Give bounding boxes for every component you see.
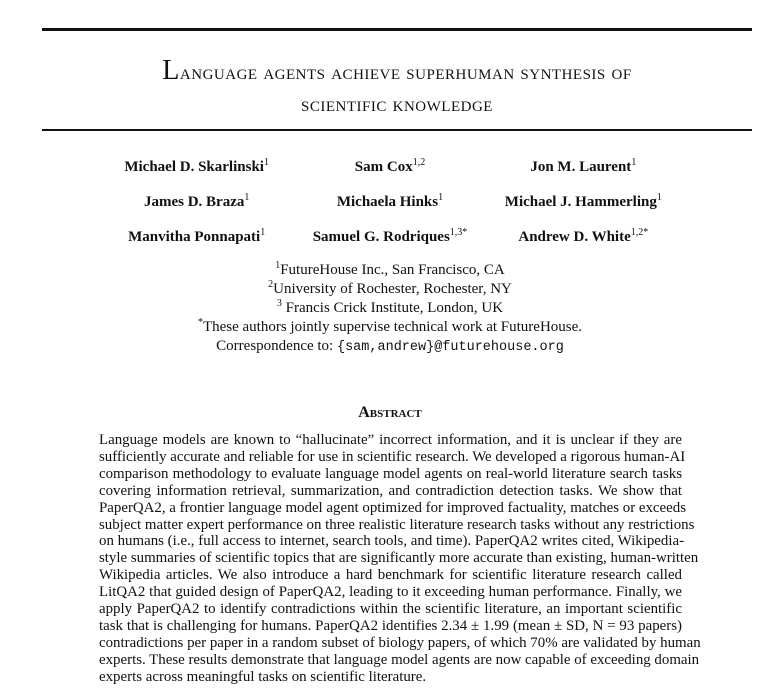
title-line-1: anguage agents achieve superhuman synthesis of [179, 60, 632, 84]
author [293, 159, 486, 176]
author-name: Samuel G. Rodriques [312, 229, 450, 245]
affiliation-text: FutureHouse Inc., San Francisco, CA [280, 262, 505, 278]
abstract-line: Language models are known to “hallucinate” incorrect information, and it is unclear if they are [99, 432, 682, 448]
abstract-line: sufficiently accurate and reliable for use in scientific research. We developed a rigorous human-AI [99, 448, 686, 465]
author [100, 194, 293, 211]
affiliation [100, 261, 680, 280]
affiliation-mark: 1 [275, 260, 281, 271]
author [487, 194, 680, 211]
author [293, 229, 486, 246]
joint-supervision-note [100, 318, 680, 337]
affiliations [100, 261, 680, 357]
abstract-line: Wikipedia articles. We also introduce a hard benchmark for scientific literature research called [99, 567, 682, 584]
author-affiliation-mark: 1 [438, 192, 444, 203]
title-bottom-rule [42, 129, 752, 131]
affiliation-mark: 2 [268, 279, 274, 290]
author-name: Manvitha Ponnapati [128, 229, 261, 245]
abstract-line: contradictions per paper in a random subset of biology papers, of which 70% are validated by human [99, 634, 701, 651]
author-name: Andrew D. White [518, 229, 631, 245]
affiliation [100, 280, 680, 299]
abstract-heading: Abstract [358, 404, 422, 421]
author-affiliation-mark: 1 [631, 157, 637, 168]
title-initial: L [162, 55, 180, 86]
author-affiliation-mark: 1 [244, 192, 250, 203]
author-name: Jon M. Laurent [530, 159, 632, 175]
author-name: Sam Cox [354, 159, 413, 175]
correspondence [100, 337, 680, 357]
author-name: Michael D. Skarlinski [124, 159, 264, 175]
author-row [100, 159, 680, 194]
author [487, 229, 680, 246]
abstract-line: subject matter expert performance on three realistic literature research tasks without any restrictions [99, 516, 695, 533]
correspondence-email: {sam,andrew}@futurehouse.org [336, 340, 564, 355]
affiliation-text: These authors jointly supervise technical work at FutureHouse. [202, 319, 583, 335]
author [100, 229, 293, 246]
affiliation-mark: * [197, 317, 203, 328]
abstract-line: PaperQA2, a frontier language model agent optimized for improved factuality, matches or exceeds [99, 499, 686, 516]
author-row [100, 229, 680, 264]
abstract-line: on humans (i.e., full access to internet, search tools, and time). PaperQA2 writes cited, Wikipedia- [99, 533, 685, 550]
abstract-line: covering information retrieval, summarization, and contradiction detection tasks. We show that [99, 482, 682, 499]
abstract-line: comparison methodology to evaluate language model agents on real-world literature search tasks [99, 465, 682, 482]
author-block [100, 159, 680, 264]
paper-title [42, 55, 752, 120]
author-name: Michaela Hinks [336, 194, 439, 210]
author-affiliation-mark: 1,2 [412, 157, 426, 168]
correspondence-label: Correspondence to: [216, 338, 337, 354]
abstract-line: style summaries of scientific topics that are significantly more accurate than existing, human-written [99, 550, 699, 567]
author [100, 159, 293, 176]
author-affiliation-mark: 1 [263, 157, 269, 168]
author-affiliation-mark: 1,2* [630, 227, 649, 238]
author-affiliation-mark: 1 [656, 192, 662, 203]
author-name: Michael J. Hammerling [504, 194, 657, 210]
author [487, 159, 680, 176]
affiliation [100, 299, 680, 318]
abstract-line: experts. These results demonstrate that language model agents are now capable of exceeding domain [99, 651, 700, 668]
abstract-line: experts across meaningful tasks on scientific literature. [99, 668, 427, 685]
abstract-line: task that is challenging for humans. PaperQA2 identifies 2.34 ± 1.99 (mean ± SD, N = 93 papers) [99, 617, 682, 634]
affiliation-text: Francis Crick Institute, London, UK [281, 300, 504, 316]
author-affiliation-mark: 1 [260, 227, 266, 238]
title-line-2: scientific knowledge [301, 92, 493, 116]
author [293, 194, 486, 211]
title-top-rule [42, 28, 752, 31]
author-name: James D. Braza [143, 194, 245, 210]
author-affiliation-mark: 1,3* [449, 227, 468, 238]
affiliation-mark: 3 [276, 298, 282, 309]
author-row [100, 194, 680, 229]
affiliation-text: University of Rochester, Rochester, NY [273, 281, 512, 297]
abstract-line: LitQA2 that guided design of PaperQA2, leading to it exceeding human performance. Finally, we [99, 584, 682, 601]
abstract-body [99, 432, 701, 686]
abstract-line: apply PaperQA2 to identify contradictions within the scientific literature, an important scientific [99, 601, 682, 618]
